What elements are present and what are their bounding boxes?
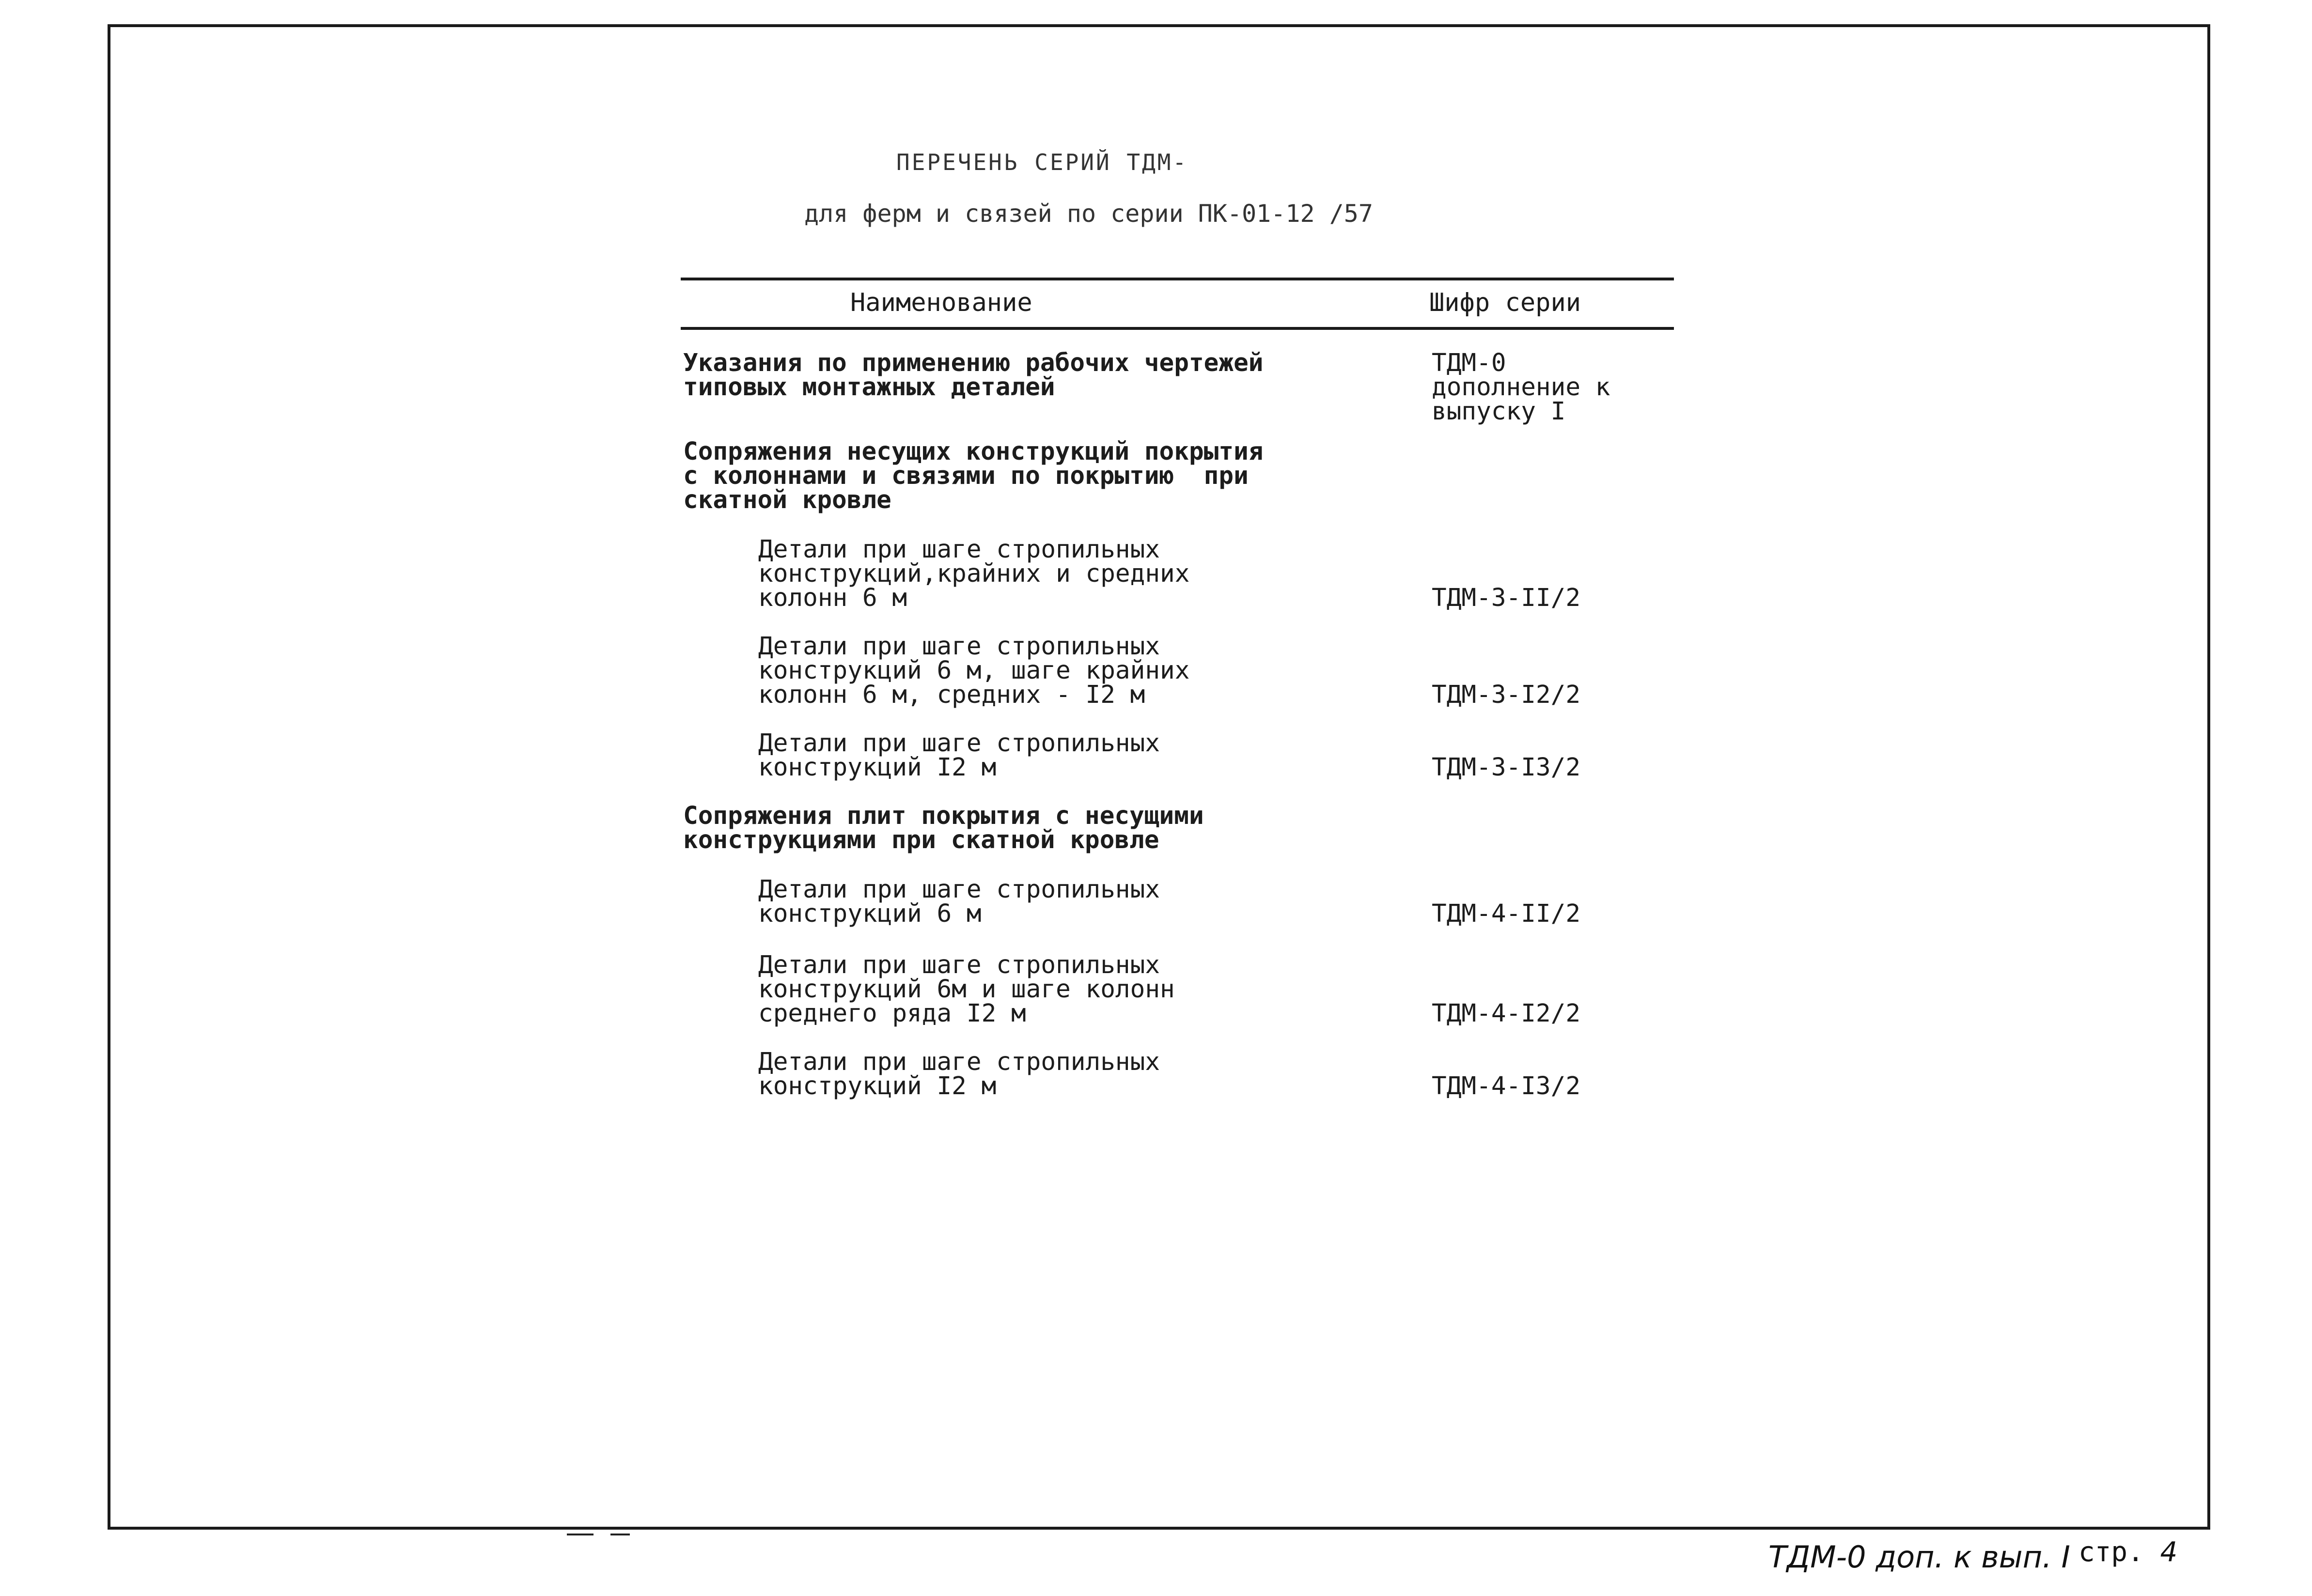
table-row-code: ТДМ-3-I2/2 xyxy=(1432,681,1581,709)
table-row-name: Детали при шаге стропильных конструкций 6м и шаге колонн среднего ряда I2 м xyxy=(758,951,1175,1028)
page-number: 4 xyxy=(2160,1536,2178,1568)
table-row-code: ТДМ-4-I3/2 xyxy=(1432,1072,1581,1100)
table-row-name: Детали при шаге стропильных конструкций I2 м xyxy=(758,1048,1160,1100)
table-row-code: ТДМ-4-I2/2 xyxy=(1432,999,1581,1028)
table-row-name: Детали при шаге стропильных конструкций 6 м, шаге крайних колонн 6 м, средних - I2 м xyxy=(758,632,1190,709)
table-header-rule xyxy=(681,327,1674,330)
header-name: Наименование xyxy=(850,288,1032,317)
table-top-rule xyxy=(681,278,1674,280)
table-row-code: ТДМ-3-I3/2 xyxy=(1432,753,1581,782)
table-row-name: Детали при шаге стропильных конструкций,крайних и средних колонн 6 м xyxy=(758,535,1190,612)
table-row-code: ТДМ-3-II/2 xyxy=(1432,584,1581,612)
header-code: Шифр серии xyxy=(1429,288,1581,317)
page-label: стр. xyxy=(2078,1536,2144,1568)
table-row-name: Указания по применению рабочих чертежей типовых монтажных деталей xyxy=(683,349,1264,402)
scan-mark xyxy=(567,1534,594,1535)
table-row-code: ТДМ-4-II/2 xyxy=(1432,899,1581,928)
document-title: ПЕРЕЧЕНЬ СЕРИЙ ТДМ- xyxy=(896,149,1188,175)
table-row-code: ТДМ-0 дополнение к выпуску I xyxy=(1432,349,1610,426)
table-row-name: Сопряжения несущих конструкций покрытия с колоннами и связями по покрытию при скатной кровле xyxy=(683,437,1264,514)
table-row-name: Сопряжения плит покрытия с несущими конструкциями при скатной кровле xyxy=(683,802,1204,854)
footer-series-code: ТДМ-0 доп. к вып. I xyxy=(1768,1539,2070,1575)
document-subtitle: для ферм и связей по серии ПК-01-12 /57 xyxy=(804,200,1373,228)
table-row-name: Детали при шаге стропильных конструкций I2 м xyxy=(758,729,1160,782)
table-row-name: Детали при шаге стропильных конструкций 6 м xyxy=(758,875,1160,928)
footer-page xyxy=(2078,1536,2177,1568)
scan-mark xyxy=(610,1534,630,1535)
